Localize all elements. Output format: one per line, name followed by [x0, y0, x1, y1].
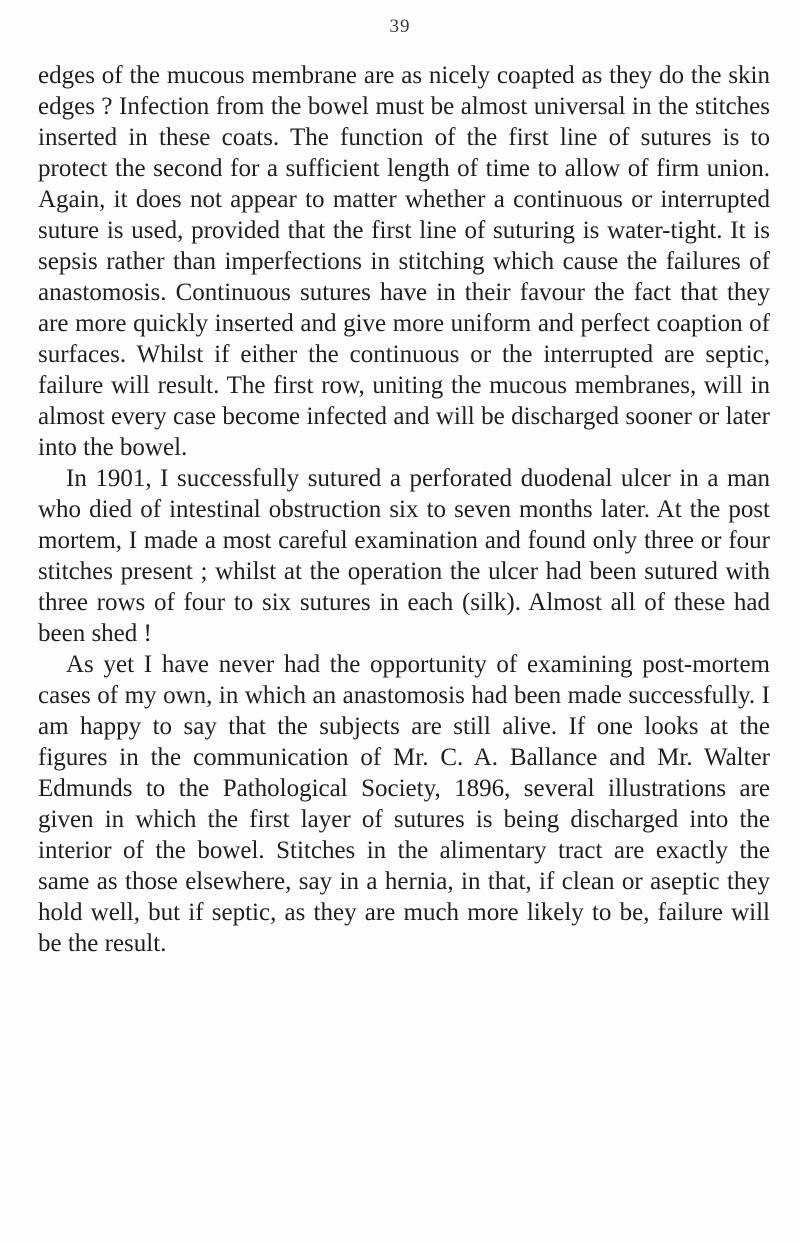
paragraph-post-mortem-cases: As yet I have never had the opportunity of examining post-mortem cases of my own, in which an anastomosis had been made successfully. I am happy to say that the subjects are still alive. If one looks at the figures in the communication of Mr. C. A. Ballance and Mr. Walter Edmunds to the Pathological Society, 1896, several illustrations are given in which the first layer of sutures is being discharged into the interior of the bowel. Stitches in the alimentary tract are exactly the same as those elsewhere, say in a hernia, in that, if clean or aseptic they hold well, but if septic, as they are much more likely to be, failure will be the result.	[38, 651, 770, 957]
paragraph-duodenal-ulcer-case: In 1901, I successfully sutured a perforated duodenal ulcer in a man who died of intestinal obstruction six to seven months later. At the post mortem, I made a most careful examination and found only three or four stitches present ; whilst at the operation the ulcer had been sutured with three rows of four to six sutures in each (silk). Almost all of these had been shed !	[38, 465, 770, 647]
page-number: 39	[389, 16, 411, 37]
paragraph-continuation: edges of the mucous membrane are as nicely coapted as they do the skin edges ? Infection from the bowel must be almost universal in the stitches inserted in these coats. The function of the first line of sutures is to protect the second for a sufficient length of time to allow of firm union. Again, it does not appear to matter whether a continuous or interrupted suture is used, provided that the first line of suturing is water-tight. It is sepsis rather than imperfections in stitching which cause the failures of anastomosis. Continuous sutures have in their favour the fact that they are more quickly inserted and give more uniform and perfect coaption of surfaces. Whilst if either the continuous or the interrupted are septic, failure will result. The first row, uniting the mucous membranes, will in almost every case become infected and will be discharged sooner or later into the bowel.	[38, 62, 770, 461]
body-text	[38, 60, 770, 959]
